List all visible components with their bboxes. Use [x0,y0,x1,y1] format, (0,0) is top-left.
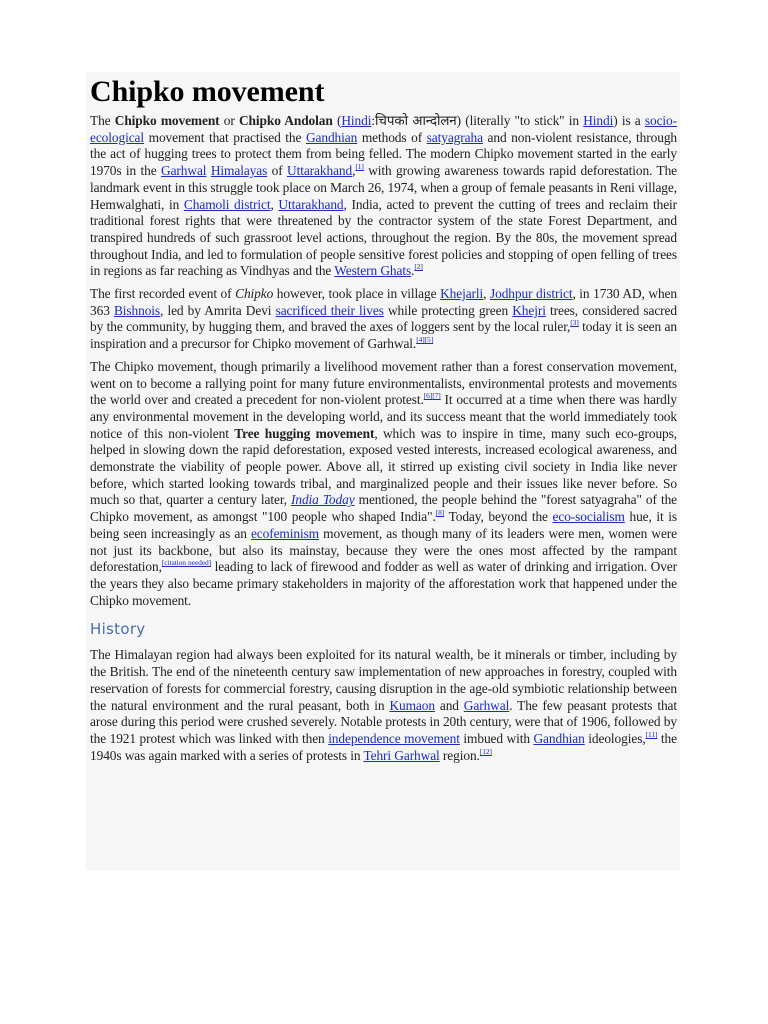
citation-5[interactable]: [5] [424,335,434,345]
paragraph-history [90,647,677,764]
text-run: , in 1730 AD, when 363 [90,286,677,318]
citation-4[interactable]: [4] [416,335,425,345]
citation-superscript [425,335,433,344]
link-himalayas[interactable]: Himalayas [210,163,268,179]
text-run: hue, it is being seen increasingly as an [90,509,678,541]
link-eco-socialism[interactable]: eco-socialism [552,509,625,525]
text-run: Today, beyond the [444,509,553,525]
page-title: Chipko movement [90,75,325,108]
text-run: . [411,263,415,279]
paragraph-first-event [90,286,677,353]
text-run: . The few peasant protests that arose during this period were crushed severely. Notable protests in 20th century, were that of 1906, followed by the 1921 protest which was linked with then [90,697,677,746]
text-run: , [270,196,279,212]
text-run: movement, as though many of its leaders were men, women were not just its backbone, but also its mainstay, because they were the ones most affected by the rampant deforestation, [90,525,677,575]
link-socio-ecological[interactable]: socio-ecological [90,113,677,145]
text-run: of [267,163,288,179]
citation-superscript [480,747,492,756]
link-tehri-garhwal[interactable]: Tehri Garhwal [363,747,440,763]
citation-2[interactable]: [2] [414,262,423,272]
text-run: trees, considered sacred by the community, by hugging them, and braved the axes of loggers sent by the local ruler, [90,302,677,335]
text-run: , led by Amrita Devi [160,302,276,318]
link-bishnois[interactable]: Bishnois [113,302,161,318]
link-india-today[interactable]: India Today [290,492,355,508]
text-run: ideologies, [584,730,646,746]
citation-superscript [355,162,363,171]
text-run: The Himalayan region had always been exploited for its natural wealth, be it minerals or timber, including by the British. The end of the nineteenth century saw implementation of new approaches in forestry, coupled with reservation of forests for commercial forestry, causing disruption in the age-old symbiotic relationship between the natural environment and the rural peasant, both in [90,647,677,713]
bold-text: Chipko movement [114,113,220,128]
text-run: mentioned, the people behind the "forest satyagraha" of the Chipko movement, as amongst "100 people who shaped India". [90,492,678,525]
text-run: , which was to inspire in time, many such eco-groups, helped in slowing down the rapid deforestation, exposed vested interests, increased ecological awareness, and demonstrate the viability of people power. Above all, it stirred up existing civil society in India like never before, which started looking towards tribal, and marginalized people and their issues like never before. So much so that, quarter a century later, [90,425,677,508]
text-run: imbued with [459,730,534,746]
text-run: or [219,113,239,128]
citation-superscript [432,391,440,400]
text-run: leading to lack of firewood and fodder as well as water of drinking and irrigation. Over the years they also became primary stakeholders in majority of the afforestation work that happened under the Chipko movement. [90,559,677,608]
text-run: the 1940s was again marked with a series of protests in [90,730,677,763]
text-run: :चिपको आन्दोलन) (literally "to stick" in [371,113,584,128]
paragraph-intro [90,113,677,280]
text-run: The first recorded event of [90,286,236,302]
citation-superscript [414,262,422,271]
link-garhwal[interactable]: Garhwal [161,163,207,179]
link-gandhian-2[interactable]: Gandhian [533,730,585,746]
citation-3[interactable]: [3] [570,318,579,328]
link-chamoli-district[interactable]: Chamoli district [183,196,271,212]
article-page [86,72,680,870]
citation-superscript [646,730,658,739]
bold-text: Tree hugging movement [234,425,375,441]
text-run: today it is seen an inspiration and a precursor for Chipko movement of Garhwal. [90,319,677,352]
link-hindi-2[interactable]: Hindi [583,113,614,128]
citation-superscript [416,335,424,344]
text-run: while protecting green [383,302,513,318]
text-run: and [434,697,464,713]
bold-text: Chipko Andolan [238,113,333,128]
text-run: ( [332,113,342,128]
text-run: with growing awareness towards rapid deforestation. The landmark event in this struggle took place on March 26, 1974, when a group of female peasants in Reni village, Hemwalghati, in [90,163,678,212]
link-uttarakhand[interactable]: Uttarakhand [287,163,353,179]
paragraph-significance [90,359,677,610]
text-run: The Chipko movement, though primarily a livelihood movement rather than a forest conservation movement, went on to become a rallying point for many future environmentalists, environmental protests and movements the world over and created a precedent for non-violent protest. [90,358,677,408]
link-sacrificed-their-lives[interactable]: sacrificed their lives [275,302,384,318]
text-run: and non-violent resistance, through the act of hugging trees to protect them from being felled. The modern Chipko movement started in the early 1970s in the [90,129,678,179]
link-hindi[interactable]: Hindi [341,113,372,128]
citation-superscript [162,558,211,567]
citation-12[interactable]: [12] [479,746,492,756]
link-jodhpur-district[interactable]: Jodhpur district [490,286,573,302]
text-run: however, took place in village [273,286,441,302]
citation-superscript [424,391,432,400]
citation-6[interactable]: [6] [423,391,433,401]
text-run: The [90,113,115,128]
citation-11[interactable]: [11] [645,729,658,739]
link-western-ghats[interactable]: Western Ghats [334,263,412,279]
text-run: , [483,286,490,302]
link-khejarli[interactable]: Khejarli [440,286,484,302]
text-run: region. [439,747,480,763]
text-run: movement that practised the [144,129,306,145]
link-independence-movement[interactable]: independence movement [328,730,460,746]
link-satyagraha[interactable]: satyagraha [426,129,483,145]
link-garhwal-2[interactable]: Garhwal [463,697,510,713]
citation-1[interactable]: [1] [355,162,364,172]
citation-superscript [570,318,578,327]
italic-text: Chipko [235,286,274,302]
citation-superscript [436,508,444,517]
link-kumaon[interactable]: Kumaon [389,697,435,713]
link-ecofeminism[interactable]: ecofeminism [250,525,320,541]
text-run: , India, acted to prevent the cutting of trees and reclaim their traditional forest rights that were threatened by the contractor system of the state Forest Department, and transpired hundreds of such grassroot level actions, throughout the region. By the 80s, the movement spread throughout India, and led to formulation of people sensitive forest policies and stopping of open felling of trees in regions as far reaching as Vindhyas and the [90,196,678,279]
citation-8[interactable]: [8] [435,508,445,518]
link-uttarakhand-2[interactable]: Uttarakhand [278,196,344,212]
text-run: It occurred at a time when there was hardly any environmental movement in the developing world, and its success meant that the world immediately took notice of this non-violent [90,392,677,441]
link-khejri[interactable]: Khejri [512,302,546,318]
text-run: methods of [357,129,427,145]
section-heading-history: History [90,620,146,639]
article-content [90,72,677,770]
citation-7[interactable]: [7] [432,391,441,401]
citation-needed[interactable]: [citation needed] [161,558,212,568]
text-run: ) is a [613,113,645,128]
text-run: , [352,163,356,179]
link-gandhian[interactable]: Gandhian [305,129,358,145]
